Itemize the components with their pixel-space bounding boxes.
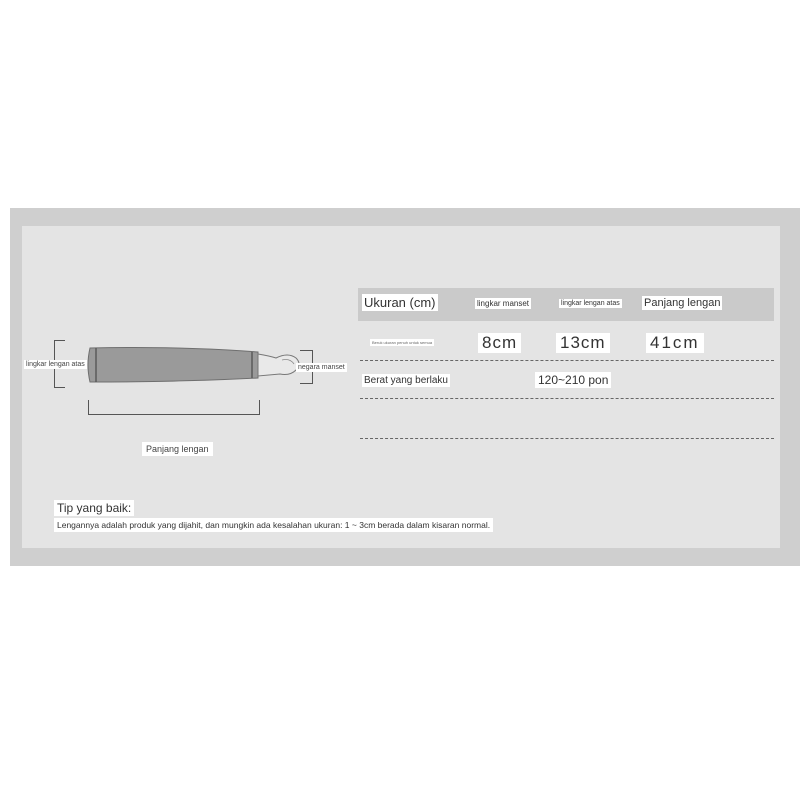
header-length: Panjang lengan: [644, 297, 721, 309]
row-divider: [360, 398, 774, 399]
value-upper-arm: 13cm: [556, 333, 610, 353]
row-divider: [360, 360, 774, 361]
value-length: 41cm: [646, 333, 704, 353]
header-cuff: lingkar manset: [477, 299, 530, 308]
value-cuff: 8cm: [478, 333, 521, 353]
tip-text: Lengannya adalah produk yang dijahit, dan mungkin ada kesalahan ukuran: 1 ~ 3cm berada dalam kisaran normal.: [54, 518, 493, 532]
upper-arm-label: lingkar lengan atas: [26, 361, 85, 368]
tip-title: Tip yang baik:: [54, 500, 134, 516]
header-upper-arm: lingkar lengan atas: [561, 300, 620, 307]
weight-label: Berat yang berlaku: [364, 375, 448, 386]
row-size-label: Beruk ukuran penuh untuk semua: [372, 340, 433, 345]
length-bracket: [88, 400, 260, 415]
length-label: Panjang lengan: [142, 442, 213, 456]
arm-sleeve-illustration: [60, 334, 330, 394]
row-divider: [360, 438, 774, 439]
weight-value: 120~210 pon: [535, 372, 611, 388]
header-size: Ukuran (cm): [364, 295, 436, 310]
cuff-label: negara manset: [298, 364, 345, 371]
